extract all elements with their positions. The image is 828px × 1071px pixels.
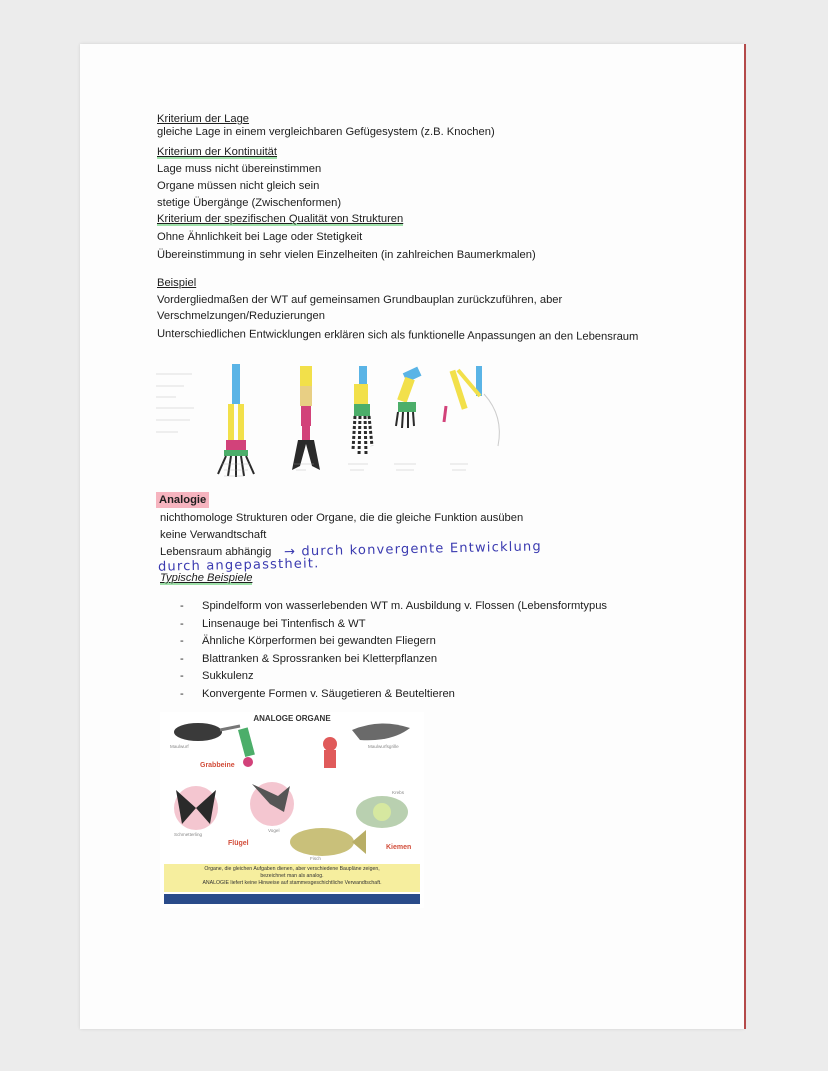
list-item: - Sukkulenz bbox=[180, 670, 607, 688]
heading-analogie: Analogie bbox=[156, 492, 209, 508]
list-item: - Spindelform von wasserlebenden WT m. Ausbildung v. Flossen (Lebensformtypus bbox=[180, 600, 607, 618]
text-lage: gleiche Lage in einem vergleichbaren Gefügesystem (z.B. Knochen) bbox=[157, 126, 495, 138]
list-item: - Linsenauge bei Tintenfisch & WT bbox=[180, 618, 607, 636]
fish-illustration bbox=[290, 828, 354, 856]
analoge-organe-figure bbox=[160, 712, 424, 908]
limb-homology-figure bbox=[154, 360, 508, 482]
handwritten-note-2: durch angepasstheit. bbox=[157, 556, 320, 575]
label-fisch: Fisch bbox=[310, 856, 321, 861]
limb-grabhand bbox=[396, 367, 421, 428]
examples-list bbox=[180, 600, 607, 706]
label-maulwurf: Maulwurf bbox=[170, 744, 189, 749]
limb-flosse bbox=[353, 366, 372, 456]
limb-vogelfluegel bbox=[444, 366, 499, 446]
mole-arm-illustration bbox=[238, 727, 255, 757]
text-analogie-1: nichthomologe Strukturen oder Organe, die die gleiche Funktion ausüben bbox=[160, 512, 524, 524]
figure-footer-bar bbox=[164, 894, 420, 904]
analogie-definition-box bbox=[164, 864, 420, 892]
text-beispiel-2: Verschmelzungen/Reduzierungen bbox=[157, 310, 325, 322]
label-schmetterling: Schmetterling bbox=[174, 832, 203, 837]
text-kontinuitaet-3: stetige Übergänge (Zwischenformen) bbox=[157, 197, 342, 209]
heading-qualitaet: Kriterium der spezifischen Qualität von Strukturen bbox=[157, 213, 404, 225]
heading-beispiel: Beispiel bbox=[157, 277, 197, 289]
heading-kontinuitaet: Kriterium der Kontinuität bbox=[157, 146, 278, 158]
heading-lage: Kriterium der Lage bbox=[157, 113, 250, 125]
label-grabbeine: Grabbeine bbox=[200, 762, 235, 769]
text-qualitaet-1: Ohne Ähnlichkeit bei Lage oder Stetigkeit bbox=[157, 231, 363, 243]
text-beispiel-3: Unterschiedlichen Entwicklungen erklären sich als funktionelle Anpassungen an den Lebensraum bbox=[156, 328, 639, 343]
handwritten-note-1: → durch konvergente Entwicklung bbox=[283, 539, 543, 560]
limb-huf bbox=[292, 366, 320, 470]
limb-grundbauplan bbox=[218, 364, 254, 477]
label-fluegel: Flügel bbox=[228, 840, 249, 847]
faint-captions bbox=[222, 464, 468, 476]
text-analogie-3: Lebensraum abhängig bbox=[160, 546, 272, 558]
text-beispiel-1: Vordergliedmaßen der WT auf gemeinsamen Grundbauplan zurückzuführen, aber bbox=[157, 294, 563, 306]
heading-typische-beispiele: Typische Beispiele bbox=[160, 572, 253, 584]
label-kiemen: Kiemen bbox=[386, 844, 412, 851]
text-qualitaet-2: Übereinstimmung in sehr vielen Einzelheiten (in zahlreichen Baumerkmalen) bbox=[157, 249, 536, 261]
text-analogie-2: keine Verwandtschaft bbox=[160, 529, 267, 541]
list-item: - Konvergente Formen v. Säugetieren & Beuteltieren bbox=[180, 688, 607, 706]
list-item: - Blattranken & Sprossranken bei Kletterpflanzen bbox=[180, 653, 607, 671]
label-vogel: Vogel bbox=[268, 828, 280, 833]
note-line-1: Organe, die gleichen Aufgaben dienen, aber verschiedene Baupläne zeigen, bbox=[204, 866, 380, 872]
notes-page bbox=[80, 44, 744, 1029]
human-arm-illustration bbox=[323, 737, 337, 768]
faint-legend-lines bbox=[156, 374, 194, 432]
label-krebs: Krebs bbox=[392, 790, 405, 795]
text-kontinuitaet-1: Lage muss nicht übereinstimmen bbox=[157, 163, 322, 175]
label-maulwurfsgrille: Maulwurfsgrille bbox=[368, 744, 399, 749]
text-kontinuitaet-2: Organe müssen nicht gleich sein bbox=[157, 180, 320, 192]
note-line-3: ANALOGIE liefert keine Hinweise auf stammesgeschichtliche Verwandtschaft. bbox=[202, 880, 382, 886]
note-line-2: bezeichnet man als analog. bbox=[260, 873, 324, 879]
figure-title: ANALOGE ORGANE bbox=[253, 714, 331, 723]
cricket-illustration bbox=[352, 723, 410, 740]
mole-illustration bbox=[174, 723, 222, 741]
list-item: - Ähnliche Körperformen bei gewandten Fliegern bbox=[180, 635, 607, 653]
